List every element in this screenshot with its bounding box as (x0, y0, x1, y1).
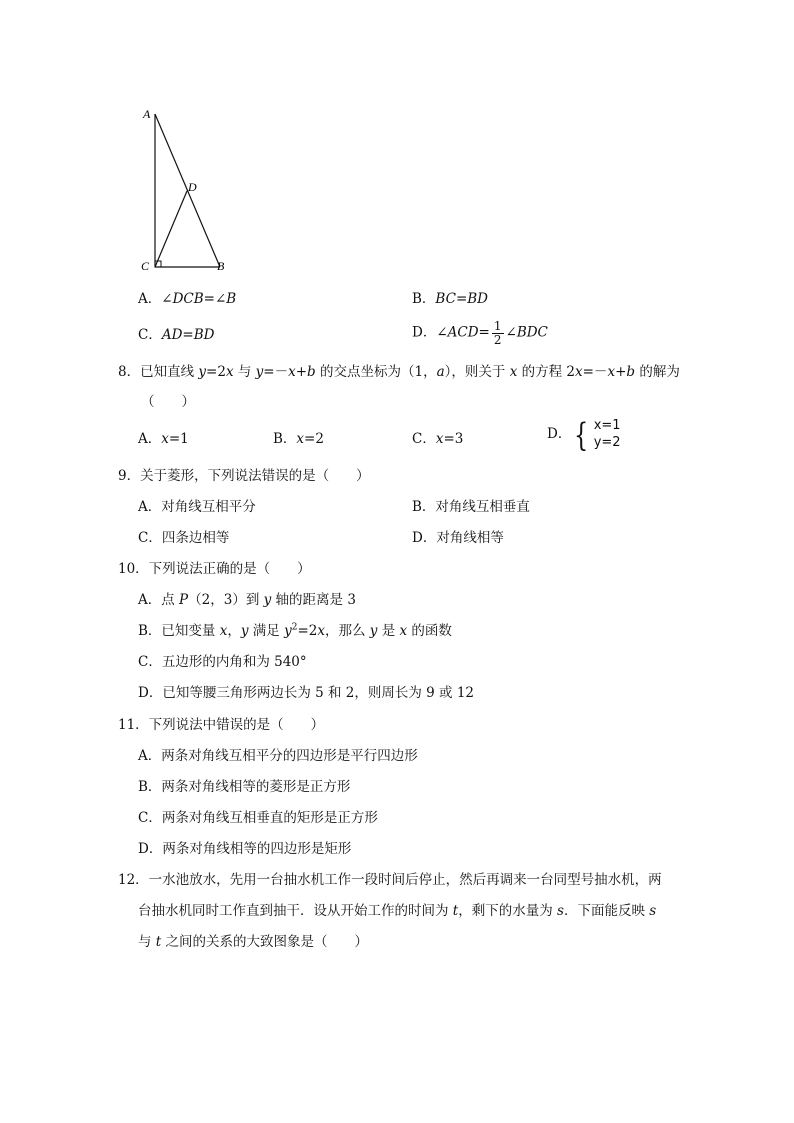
option-letter: D． (412, 324, 437, 341)
text: 与 (138, 934, 156, 950)
text: 8．已知直线 (118, 364, 199, 380)
q12-stem-line1: 12．一水池放水，先用一台抽水机工作一段时间后停止，然后再调来一台同型号抽水机，两 (118, 872, 662, 888)
text: ，那么 (324, 623, 370, 639)
q7-option-a (138, 293, 236, 307)
math-var: x (399, 623, 408, 639)
brace-icon: { (574, 415, 589, 454)
text: 轴的距离是 3 (271, 592, 356, 608)
text: 是 (377, 623, 400, 639)
math-var: DCB (172, 291, 204, 307)
math-var: BDC (516, 324, 548, 341)
text: B．已知变量 (138, 623, 220, 639)
q7-option-b (412, 293, 488, 307)
q11-option-d: D．两条对角线相等的四边形是矩形 (138, 841, 352, 857)
text: 台抽水机同时工作直到抽干．设从开始工作的时间为 (138, 903, 453, 919)
math-var: x (317, 623, 325, 639)
text: + (615, 364, 627, 380)
q8-stem-line1 (118, 366, 680, 380)
q11-option-b: B．两条对角线相等的菱形是正方形 (138, 779, 351, 795)
angle-symbol: ∠ (161, 291, 173, 307)
math-var: BD (467, 291, 488, 307)
text: 的方程 2 (517, 364, 575, 380)
math-var: b (626, 364, 636, 380)
q12-stem-line2 (138, 905, 656, 919)
text: ，剩下的水量为 (458, 903, 558, 919)
q10-option-b (138, 622, 452, 639)
math-op: = (455, 291, 468, 307)
math-op: =∠ (203, 291, 227, 307)
q8-option-a (138, 433, 189, 447)
option-letter: A． (138, 291, 162, 307)
q11-option-a: A．两条对角线互相平分的四边形是平行四边形 (138, 748, 418, 764)
text: ．下面能反映 (563, 903, 650, 919)
q8-option-c (412, 433, 463, 447)
math-var: x (296, 431, 305, 447)
triangle-figure (135, 100, 245, 280)
math-var: y (369, 623, 378, 639)
math-op: = (182, 327, 194, 343)
text: 的交点坐标为（1， (315, 364, 437, 380)
option-letter: A． (138, 431, 162, 447)
text: =1 (168, 431, 189, 447)
q7-option-c (138, 329, 214, 343)
math-var: a (436, 364, 445, 380)
text: ），则关于 (444, 364, 510, 380)
fraction-denominator: 2 (493, 332, 502, 347)
text: A．点 (138, 592, 180, 608)
math-var: y (263, 592, 272, 608)
exponent: 2 (291, 622, 298, 633)
q10-option-a (138, 594, 356, 608)
fraction-numerator: 1 (493, 319, 502, 333)
q10-option-c: C．五边形的内角和为 540° (138, 654, 307, 670)
text: 的函数 (407, 623, 452, 639)
vertex-label-C: C (141, 259, 150, 273)
math-var: x (509, 364, 518, 380)
option-letter: C． (138, 327, 162, 343)
q8-option-d (547, 415, 621, 454)
text: =－ (263, 364, 289, 380)
segment-CD (155, 191, 187, 267)
math-var: x (161, 431, 169, 447)
math-var: y (198, 364, 207, 380)
math-var: AD (161, 327, 183, 343)
text: （2，3）到 (188, 592, 264, 608)
option-letter: C． (412, 431, 436, 447)
text: 的解为 (635, 364, 680, 380)
q11-stem: 11．下列说法中错误的是（ ） (118, 717, 325, 733)
q11-option-c: C．两条对角线互相垂直的矩形是正方形 (138, 810, 378, 826)
equation-line: x=1 (593, 418, 621, 433)
math-var: BD (193, 327, 215, 343)
math-var: x (575, 364, 583, 380)
text: 与 (233, 364, 256, 380)
math-var: y (240, 623, 249, 639)
q10-option-d: D．已知等腰三角形两边长为 5 和 2，则周长为 9 或 12 (138, 685, 475, 701)
text: =3 (443, 431, 464, 447)
q12-stem-line3 (138, 936, 368, 950)
q9-option-b: B．对角线互相垂直 (412, 499, 530, 515)
q9-option-c: C．四条边相等 (138, 530, 230, 546)
angle-symbol: ∠ (436, 324, 448, 341)
math-var: ACD (447, 324, 479, 341)
equation-line: y=2 (593, 434, 621, 450)
q9-option-a: A．对角线互相平分 (138, 499, 256, 515)
text: + (295, 364, 308, 380)
math-var: B (226, 291, 237, 307)
fraction-one-half (492, 320, 504, 346)
option-letter: D． (547, 426, 572, 443)
q8-answer-bracket: （ ） (141, 394, 195, 410)
math-var: s (557, 903, 564, 919)
math-var: b (307, 364, 316, 380)
math-var: t (155, 934, 162, 950)
vertex-label-B: B (217, 259, 225, 273)
equation-system (594, 418, 621, 452)
q9-stem: 9．关于菱形，下列说法错误的是（ ） (118, 468, 370, 484)
text: =2 (304, 431, 324, 447)
q10-stem: 10．下列说法正确的是（ ） (118, 561, 311, 577)
vertex-label-A: A (143, 107, 151, 121)
math-var: P (179, 592, 189, 608)
text: =2 (297, 623, 318, 639)
math-var: x (219, 623, 228, 639)
vertex-label-D: D (188, 180, 197, 194)
option-letter: B． (273, 431, 297, 447)
math-var: x (607, 364, 616, 380)
math-var: BC (435, 291, 456, 307)
math-var: x (435, 431, 444, 447)
text: =2 (206, 364, 226, 380)
text: =－ (582, 364, 608, 380)
math-var: x (288, 364, 296, 380)
angle-symbol: ∠ (505, 324, 517, 341)
math-var: x (225, 364, 234, 380)
q8-option-b (273, 433, 324, 447)
q7-option-d (412, 320, 548, 346)
text: 满足 (248, 623, 285, 639)
math-var: s (649, 903, 657, 919)
text: 之间的关系的大致图象是（ ） (161, 934, 369, 950)
math-var: t (452, 903, 459, 919)
text: ， (227, 623, 241, 639)
math-var: y (284, 623, 292, 639)
math-op: = (478, 324, 490, 341)
math-var: y (255, 364, 264, 380)
option-letter: B． (412, 291, 436, 307)
q9-option-d: D．对角线相等 (412, 530, 504, 546)
